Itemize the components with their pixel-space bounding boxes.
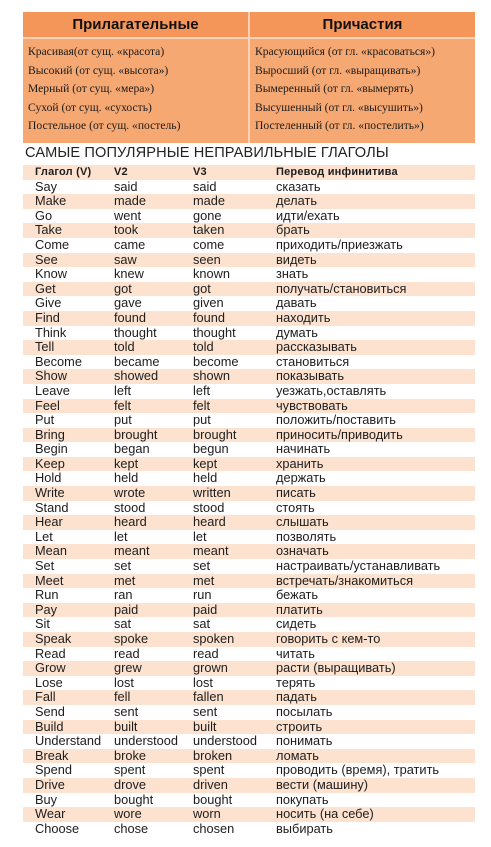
verb-translation: посылать xyxy=(276,703,333,719)
verb-past-participle: found xyxy=(193,309,226,325)
verb-base-form: Break xyxy=(35,747,69,763)
verb-translation: расти (выращивать) xyxy=(276,660,396,676)
verb-past-simple: left xyxy=(114,382,132,398)
verb-past-simple: sent xyxy=(114,703,139,719)
table-row xyxy=(23,822,475,837)
table-row xyxy=(23,705,475,720)
verb-translation: рассказывать xyxy=(276,339,357,355)
verb-base-form: Sit xyxy=(35,616,50,632)
table-row xyxy=(23,369,475,384)
verb-past-participle: spent xyxy=(193,762,225,778)
verb-translation: стоять xyxy=(276,499,315,515)
verb-past-participle: got xyxy=(193,280,211,296)
table-row xyxy=(23,442,475,457)
verb-past-participle: paid xyxy=(193,601,218,617)
verb-past-participle: driven xyxy=(193,776,228,792)
verb-translation: означать xyxy=(276,543,329,559)
verb-past-simple: lost xyxy=(114,674,134,690)
verb-base-form: Begin xyxy=(35,441,68,457)
table-row xyxy=(23,661,475,676)
table-row xyxy=(23,690,475,705)
verb-past-simple: kept xyxy=(114,455,139,471)
adjectives-table-header xyxy=(23,12,475,39)
verb-translation: сидеть xyxy=(276,616,317,632)
verb-past-simple: broke xyxy=(114,747,147,763)
verb-past-simple: sat xyxy=(114,616,132,632)
verb-base-form: Wear xyxy=(35,806,66,822)
adjectives-header: Прилагательные xyxy=(23,12,250,37)
participle-cell: Постеленный (от гл. «постелить») xyxy=(255,119,424,132)
verb-base-form: Know xyxy=(35,266,68,282)
verb-past-participle: fallen xyxy=(193,689,224,705)
verb-past-simple: met xyxy=(114,572,136,588)
verb-translation: выбирать xyxy=(276,820,333,836)
verb-past-participle: meant xyxy=(193,543,229,559)
verb-past-participle: met xyxy=(193,572,215,588)
verb-base-form: Think xyxy=(35,324,67,340)
table-row xyxy=(23,457,475,472)
participle-cell: Вымеренный (от гл. «вымерять) xyxy=(255,82,414,95)
verb-past-simple: came xyxy=(114,236,146,252)
verb-past-simple: got xyxy=(114,280,132,296)
table-row xyxy=(23,238,475,253)
verb-past-simple: heard xyxy=(114,514,147,530)
verb-past-participle: broken xyxy=(193,747,233,763)
header-v2: V2 xyxy=(114,166,128,178)
verbs-table-header xyxy=(23,165,475,180)
verb-base-form: Choose xyxy=(35,820,80,836)
verb-past-simple: meant xyxy=(114,543,150,559)
verb-past-simple: wore xyxy=(114,806,142,822)
verb-base-form: Bring xyxy=(35,426,65,442)
table-row xyxy=(23,603,475,618)
verb-base-form: Make xyxy=(35,193,67,209)
verb-translation: знать xyxy=(276,266,309,282)
verb-base-form: Hold xyxy=(35,470,62,486)
verb-base-form: Get xyxy=(35,280,56,296)
verb-base-form: Go xyxy=(35,207,53,223)
verb-past-simple: thought xyxy=(114,324,157,340)
verb-past-simple: knew xyxy=(114,266,144,282)
verb-past-participle: worn xyxy=(193,806,221,822)
verb-base-form: Show xyxy=(35,368,68,384)
verb-past-participle: shown xyxy=(193,368,230,384)
verb-base-form: Find xyxy=(35,309,60,325)
verb-past-participle: said xyxy=(193,178,217,194)
table-row xyxy=(23,194,475,209)
verb-base-form: Run xyxy=(35,587,59,603)
adjective-cell: Сухой (от сущ. «сухость) xyxy=(28,100,152,114)
table-row xyxy=(23,749,475,764)
verb-past-simple: read xyxy=(114,645,140,661)
verb-translation: становиться xyxy=(276,353,350,369)
header-base-form: Глагол (V) xyxy=(35,166,92,178)
verb-past-simple: spoke xyxy=(114,631,149,646)
verb-past-simple: grew xyxy=(114,660,142,676)
verb-past-participle: held xyxy=(193,470,218,486)
verb-translation: читать xyxy=(276,645,315,661)
verb-past-participle: gone xyxy=(193,207,222,223)
verb-past-participle: grown xyxy=(193,660,228,676)
verb-translation: падать xyxy=(276,689,317,705)
verb-translation: уезжать,оставлять xyxy=(276,382,387,398)
verb-base-form: Fall xyxy=(35,689,56,705)
verb-past-simple: paid xyxy=(114,601,139,617)
table-row xyxy=(23,676,475,691)
header-translation: Перевод инфинитива xyxy=(276,166,398,178)
verb-past-simple: became xyxy=(114,353,160,369)
verb-past-simple: fell xyxy=(114,689,131,705)
verb-base-form: Come xyxy=(35,236,70,252)
verb-past-simple: found xyxy=(114,309,147,325)
verb-translation: идти/ехать xyxy=(276,207,340,223)
verb-base-form: Pay xyxy=(35,601,58,617)
table-row xyxy=(23,209,475,224)
verb-translation: настраивать/устанавливать xyxy=(276,558,441,574)
verb-translation: брать xyxy=(276,222,310,238)
verb-past-participle: come xyxy=(193,236,225,252)
verb-past-participle: kept xyxy=(193,455,218,471)
table-row xyxy=(23,282,475,297)
verb-past-participle: stood xyxy=(193,499,225,515)
table-row xyxy=(23,807,475,822)
verb-translation: держать xyxy=(276,470,326,486)
verb-translation: строить xyxy=(276,718,323,734)
verb-past-simple: understood xyxy=(114,733,179,749)
verb-past-participle: sent xyxy=(193,703,218,719)
verb-past-participle: built xyxy=(193,718,217,734)
verb-base-form: Hear xyxy=(35,514,63,530)
adjectives-column xyxy=(23,39,250,143)
table-row xyxy=(23,296,475,311)
verb-base-form: Lose xyxy=(35,674,63,690)
verb-past-participle: chosen xyxy=(193,820,235,836)
table-row xyxy=(23,588,475,603)
verb-translation: сказать xyxy=(276,178,321,194)
verb-base-form: Put xyxy=(35,412,55,428)
verb-past-participle: bought xyxy=(193,791,233,807)
verb-translation: покупать xyxy=(276,791,329,807)
verb-past-simple: told xyxy=(114,339,135,355)
verb-past-simple: built xyxy=(114,718,138,734)
table-row xyxy=(23,778,475,793)
verb-past-simple: began xyxy=(114,441,150,457)
table-row xyxy=(23,486,475,501)
verb-base-form: Read xyxy=(35,645,66,661)
verb-past-participle: taken xyxy=(193,222,225,238)
verb-base-form: Give xyxy=(35,295,62,311)
table-row xyxy=(23,734,475,749)
table-row xyxy=(23,399,475,414)
participle-cell: Высушенный (от гл. «высушить») xyxy=(255,100,423,114)
verb-past-simple: went xyxy=(114,207,142,223)
verb-base-form: Keep xyxy=(35,455,65,471)
verb-past-simple: bought xyxy=(114,791,154,807)
verb-translation: терять xyxy=(276,674,316,690)
verb-translation: получать/становиться xyxy=(276,280,407,296)
verb-past-simple: took xyxy=(114,222,139,238)
verb-translation: приносить/приводить xyxy=(276,426,403,442)
verb-base-form: Speak xyxy=(35,631,72,646)
verb-past-participle: given xyxy=(193,295,224,311)
table-row xyxy=(23,267,475,282)
verb-past-participle: put xyxy=(193,412,211,428)
verb-translation: говорить с кем-то xyxy=(276,631,381,646)
verb-past-simple: wrote xyxy=(114,485,146,501)
verb-base-form: Take xyxy=(35,222,63,238)
table-row xyxy=(23,617,475,632)
verb-base-form: Grow xyxy=(35,660,66,676)
verb-translation: показывать xyxy=(276,368,344,384)
verb-translation: приходить/приезжать xyxy=(276,236,403,252)
verb-translation: находить xyxy=(276,309,331,325)
verb-translation: чувствовать xyxy=(276,397,348,413)
verb-past-participle: set xyxy=(193,558,211,574)
irregular-verbs-table xyxy=(23,165,475,836)
verb-translation: слышать xyxy=(276,514,329,530)
verb-past-participle: lost xyxy=(193,674,213,690)
verb-translation: положить/поставить xyxy=(276,412,396,428)
verb-translation: видеть xyxy=(276,251,317,267)
table-row xyxy=(23,355,475,370)
verb-translation: начинать xyxy=(276,441,331,457)
table-row xyxy=(23,632,475,647)
adjectives-participles-table xyxy=(23,12,475,143)
header-v3: V3 xyxy=(193,166,207,178)
verb-past-simple: put xyxy=(114,412,132,428)
verb-past-simple: stood xyxy=(114,499,146,515)
participle-cell: Красующийся (от гл. «красоваться») xyxy=(255,45,436,58)
adjective-cell: Красивая(от сущ. «красота) xyxy=(28,45,165,58)
verb-past-participle: run xyxy=(193,587,212,603)
verb-past-simple: showed xyxy=(114,368,159,384)
verb-base-form: Send xyxy=(35,703,65,719)
verb-past-participle: written xyxy=(193,485,231,501)
table-row xyxy=(23,515,475,530)
verb-base-form: Stand xyxy=(35,499,69,515)
verb-translation: проводить (время), тратить xyxy=(276,762,440,778)
verb-past-participle: begun xyxy=(193,441,229,457)
verb-past-participle: understood xyxy=(193,733,258,749)
table-row xyxy=(23,428,475,443)
verb-past-simple: saw xyxy=(114,251,137,267)
verb-past-simple: chose xyxy=(114,820,149,836)
verb-past-participle: felt xyxy=(193,397,211,413)
verb-base-form: Say xyxy=(35,178,58,194)
verb-past-participle: thought xyxy=(193,324,236,340)
verb-past-participle: known xyxy=(193,266,230,282)
verb-past-simple: drove xyxy=(114,776,147,792)
verb-past-participle: brought xyxy=(193,426,237,442)
verb-base-form: Spend xyxy=(35,762,73,778)
verb-base-form: Mean xyxy=(35,543,68,559)
verb-translation: хранить xyxy=(276,455,324,471)
verb-translation: думать xyxy=(276,324,318,340)
verb-translation: бежать xyxy=(276,587,319,603)
verb-past-participle: become xyxy=(193,353,239,369)
verb-past-participle: made xyxy=(193,193,226,209)
table-row xyxy=(23,253,475,268)
verb-base-form: Let xyxy=(35,528,53,544)
verb-past-participle: read xyxy=(193,645,219,661)
adjective-cell: Высокий (от сущ. «высота») xyxy=(28,63,169,77)
verb-translation: вести (машину) xyxy=(276,776,369,792)
verb-past-participle: sat xyxy=(193,616,211,632)
table-row xyxy=(23,720,475,735)
table-row xyxy=(23,559,475,574)
table-row xyxy=(23,471,475,486)
verb-translation: давать xyxy=(276,295,317,311)
table-row xyxy=(23,180,475,195)
table-row xyxy=(23,530,475,545)
verb-base-form: Write xyxy=(35,485,65,501)
verb-past-simple: felt xyxy=(114,397,132,413)
verb-base-form: Become xyxy=(35,353,82,369)
verb-past-simple: let xyxy=(114,528,128,544)
verb-translation: писать xyxy=(276,485,316,501)
verb-past-participle: spoken xyxy=(193,631,235,646)
verb-base-form: Meet xyxy=(35,572,64,588)
verb-base-form: Understand xyxy=(35,733,102,749)
participles-header: Причастия xyxy=(322,16,403,33)
verb-translation: делать xyxy=(276,193,317,209)
verb-past-participle: told xyxy=(193,339,214,355)
verb-past-simple: said xyxy=(114,178,138,194)
table-row xyxy=(23,384,475,399)
table-row xyxy=(23,793,475,808)
verb-past-simple: set xyxy=(114,558,132,574)
table-row xyxy=(23,326,475,341)
verb-past-simple: spent xyxy=(114,762,146,778)
verb-base-form: Buy xyxy=(35,791,58,807)
verb-translation: ломать xyxy=(276,747,319,763)
verb-base-form: Build xyxy=(35,718,64,734)
verb-base-form: Set xyxy=(35,558,55,574)
verb-past-participle: left xyxy=(193,382,211,398)
table-row xyxy=(23,544,475,559)
verb-past-participle: seen xyxy=(193,251,221,267)
table-row xyxy=(23,763,475,778)
verb-base-form: See xyxy=(35,251,58,267)
verb-past-simple: made xyxy=(114,193,147,209)
table-row xyxy=(23,223,475,238)
verb-base-form: Leave xyxy=(35,382,70,398)
verb-past-simple: held xyxy=(114,470,139,486)
verb-translation: понимать xyxy=(276,733,333,749)
table-row xyxy=(23,311,475,326)
verb-base-form: Feel xyxy=(35,397,60,413)
verb-base-form: Tell xyxy=(35,339,55,355)
adjective-cell: Мерный (от сущ. «мера») xyxy=(28,82,155,95)
verb-past-participle: heard xyxy=(193,514,226,530)
verb-translation: позволять xyxy=(276,528,337,544)
verb-past-simple: ran xyxy=(114,587,133,603)
verb-translation: встречать/знакомиться xyxy=(276,572,414,588)
table-row xyxy=(23,574,475,589)
section-title: САМЫЕ ПОПУЛЯРНЫЕ НЕПРАВИЛЬНЫЕ ГЛАГОЛЫ xyxy=(25,145,389,161)
verb-translation: платить xyxy=(276,601,323,617)
adjective-cell: Постельное (от сущ. «постель) xyxy=(28,119,181,132)
table-row xyxy=(23,413,475,428)
participle-cell: Выросший (от гл. «выращивать») xyxy=(255,63,421,77)
table-row xyxy=(23,340,475,355)
verb-base-form: Drive xyxy=(35,776,65,792)
verb-past-participle: let xyxy=(193,528,207,544)
table-row xyxy=(23,647,475,662)
verb-past-simple: brought xyxy=(114,426,158,442)
verb-past-simple: gave xyxy=(114,295,142,311)
participles-column xyxy=(250,39,475,143)
verb-translation: носить (на себе) xyxy=(276,806,374,822)
table-row xyxy=(23,501,475,516)
